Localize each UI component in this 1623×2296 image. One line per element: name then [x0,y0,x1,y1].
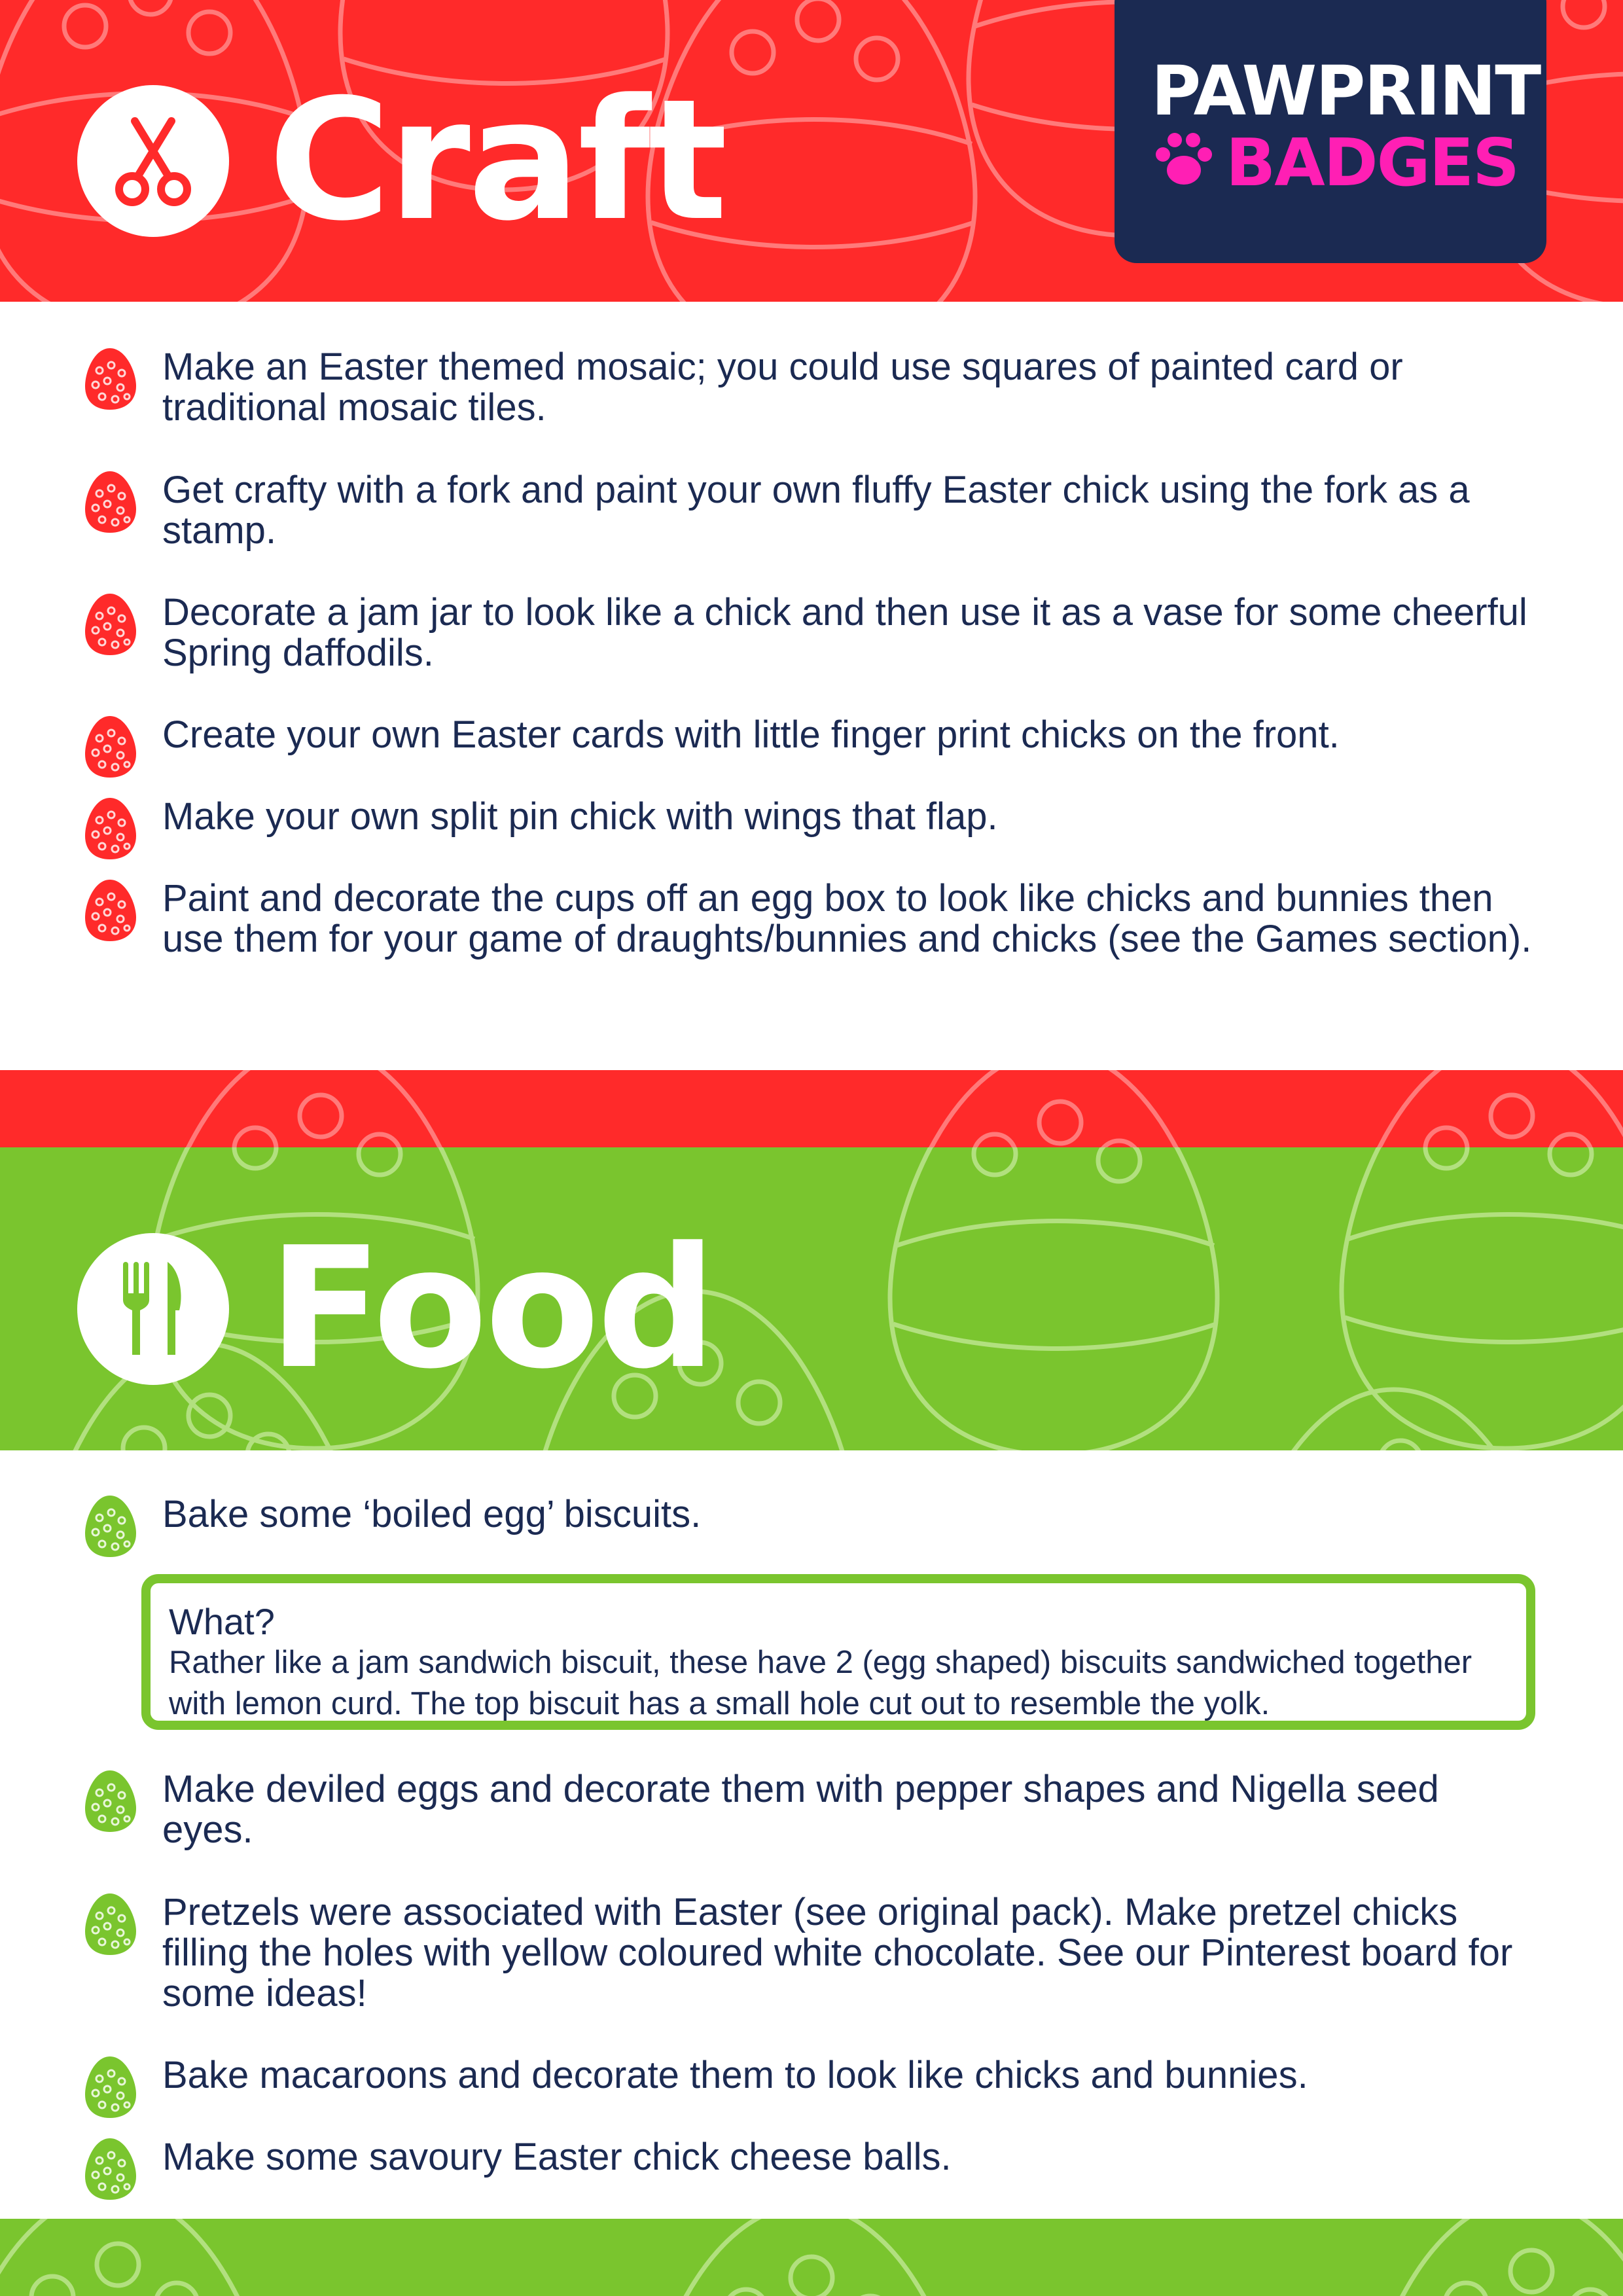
fork-knife-icon [77,1233,229,1385]
logo-line2: BADGES [1226,124,1519,201]
red-egg-bullet-icon [85,347,136,411]
list-item-text: Make deviled eggs and decorate them with pepper shapes and Nigella seed eyes. [162,1768,1439,1851]
list-item-text: Make your own split pin chick with wings that flap. [162,795,998,838]
green-egg-bullet-icon [85,2137,136,2201]
list-item-text: Make an Easter themed mosaic; you could use squares of painted card or traditional mosaic tiles. [162,346,1403,429]
food-title: Food [268,1211,714,1406]
easter-egg-pattern [0,2219,1623,2296]
divider-band [0,1070,1623,1149]
list-item-text: Make some savoury Easter chick cheese balls. [162,2136,952,2178]
list-item-text: Paint and decorate the cups off an egg box to look like chicks and bunnies then use them for your game of draughts/bunnies and chicks (see the Games section). [162,877,1532,960]
red-egg-bullet-icon [85,715,136,779]
red-egg-bullet-icon [85,797,136,861]
list-item-text: Pretzels were associated with Easter (see original pack). Make pretzel chicks filling the holes with yellow coloured white chocolate. See our Pinterest board for some ideas! [162,1891,1513,2015]
red-egg-bullet-icon [85,878,136,942]
list-item-text: Bake some ‘boiled egg’ biscuits. [162,1493,702,1535]
green-egg-bullet-icon [85,1769,136,1833]
red-egg-bullet-icon [85,592,136,656]
list-item-text: Create your own Easter cards with little finger print chicks on the front. [162,713,1340,756]
green-egg-bullet-icon [85,2055,136,2119]
paw-icon [1151,130,1217,188]
easter-egg-pattern [0,1070,1623,1149]
footer-band [0,2219,1623,2296]
red-egg-bullet-icon [85,470,136,534]
craft-title: Craft [268,63,725,258]
logo-line1: PAWPRINT [1151,51,1541,131]
pawprint-badges-logo [1115,0,1546,263]
list-item-text: Decorate a jam jar to look like a chick and then use it as a vase for some cheerful Spring daffodils. [162,591,1527,674]
scissors-icon [77,85,229,237]
craft-header-band [0,0,1623,302]
craft-heading [77,63,725,258]
green-egg-bullet-icon [85,1494,136,1558]
what-note-box [141,1574,1535,1730]
list-item-text: Bake macaroons and decorate them to look like chicks and bunnies. [162,2054,1308,2096]
note-question: What? [169,1601,275,1642]
food-header-band [0,1147,1623,1450]
green-egg-bullet-icon [85,1892,136,1956]
note-answer: Rather like a jam sandwich biscuit, these have 2 (egg shaped) biscuits sandwiched together with lemon curd. The top biscuit has a small hole cut out to resemble the yolk. [169,1645,1472,1721]
food-heading [77,1211,714,1406]
list-item-text: Get crafty with a fork and paint your own fluffy Easter chick using the fork as a stamp. [162,469,1470,552]
